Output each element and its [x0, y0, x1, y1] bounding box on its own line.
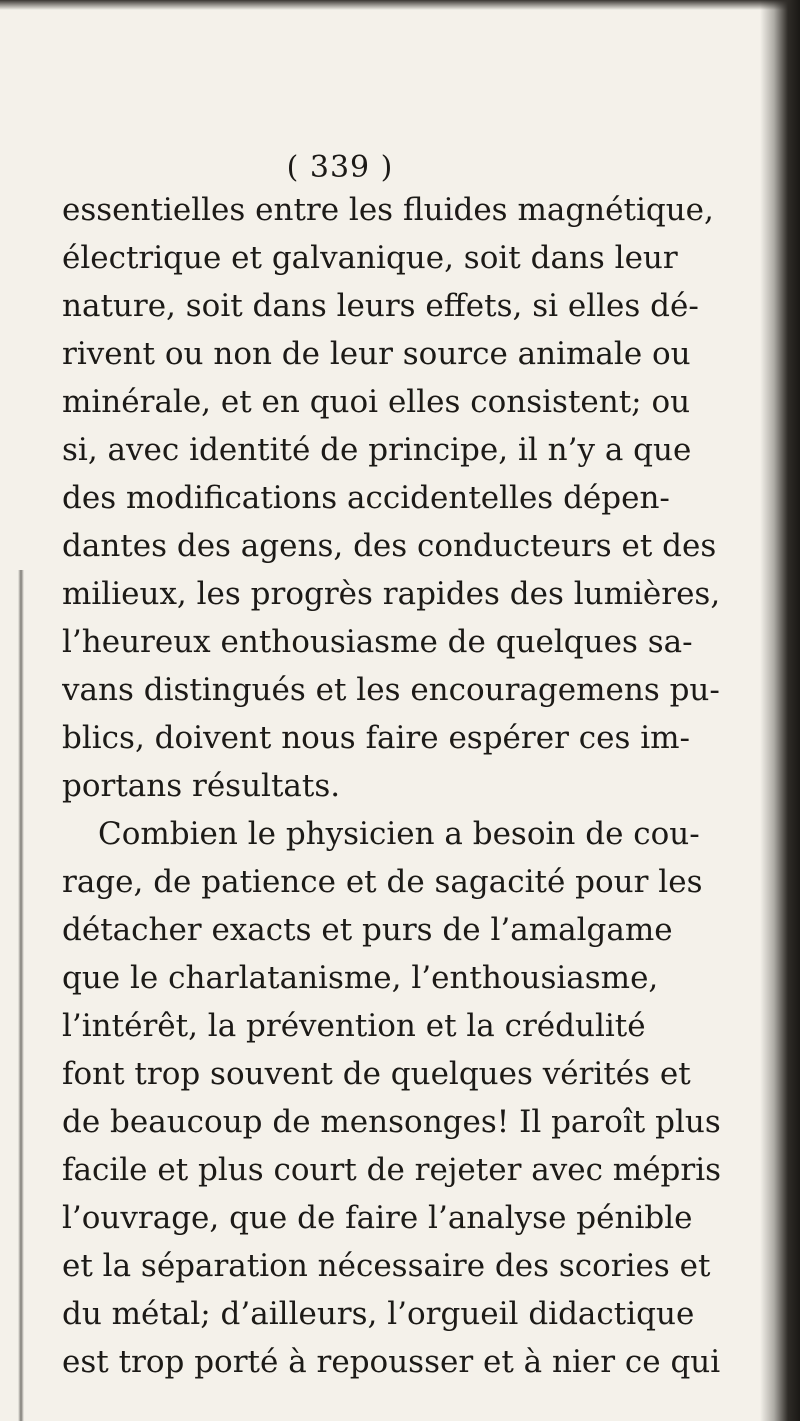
text-line: des modifications accidentelles dépen- [62, 480, 670, 516]
text-line: si, avec identité de principe, il n’y a que [62, 432, 692, 468]
text-line: l’heureux enthousiasme de quelques sa- [62, 624, 693, 660]
page-top-shadow [0, 0, 800, 10]
text-line: font trop souvent de quelques vérités et [62, 1056, 691, 1092]
text-line: portans résultats. [62, 768, 341, 804]
text-line: que le charlatanisme, l’enthousiasme, [62, 960, 659, 996]
text-line: l’ouvrage, que de faire l’analyse pénible [62, 1200, 693, 1236]
text-line: de beaucoup de mensonges! Il paroît plus [62, 1104, 721, 1140]
text-line: rivent ou non de leur source animale ou [62, 336, 691, 372]
text-line: essentielles entre les fluides magnétique, [62, 192, 714, 228]
text-line: nature, soit dans leurs effets, si elles dé- [62, 288, 699, 324]
text-line: électrique et galvanique, soit dans leur [62, 240, 678, 276]
text-line: dantes des agens, des conducteurs et des [62, 528, 717, 564]
text-line: est trop porté à repousser et à nier ce qui [62, 1344, 721, 1380]
text-line: blics, doivent nous faire espérer ces im- [62, 720, 690, 756]
paragraph-start-line: Combien le physicien a besoin de cou- [98, 816, 700, 852]
text-line: l’intérêt, la prévention et la crédulité [62, 1008, 646, 1044]
text-line: facile et plus court de rejeter avec mépris [62, 1152, 722, 1188]
text-line: rage, de patience et de sagacité pour les [62, 864, 703, 900]
text-line: du métal; d’ailleurs, l’orgueil didactique [62, 1296, 695, 1332]
page-left-edge [18, 570, 24, 1421]
text-line: vans distingués et les encouragemens pu- [62, 672, 720, 708]
book-spine-shadow [760, 0, 800, 1421]
text-line: milieux, les progrès rapides des lumières, [62, 576, 721, 612]
text-line: et la séparation nécessaire des scories et [62, 1248, 711, 1284]
page-number: ( 339 ) [286, 150, 394, 185]
text-line: détacher exacts et purs de l’amalgame [62, 912, 673, 948]
body-text [62, 186, 722, 1386]
text-line: minérale, et en quoi elles consistent; ou [62, 384, 691, 420]
